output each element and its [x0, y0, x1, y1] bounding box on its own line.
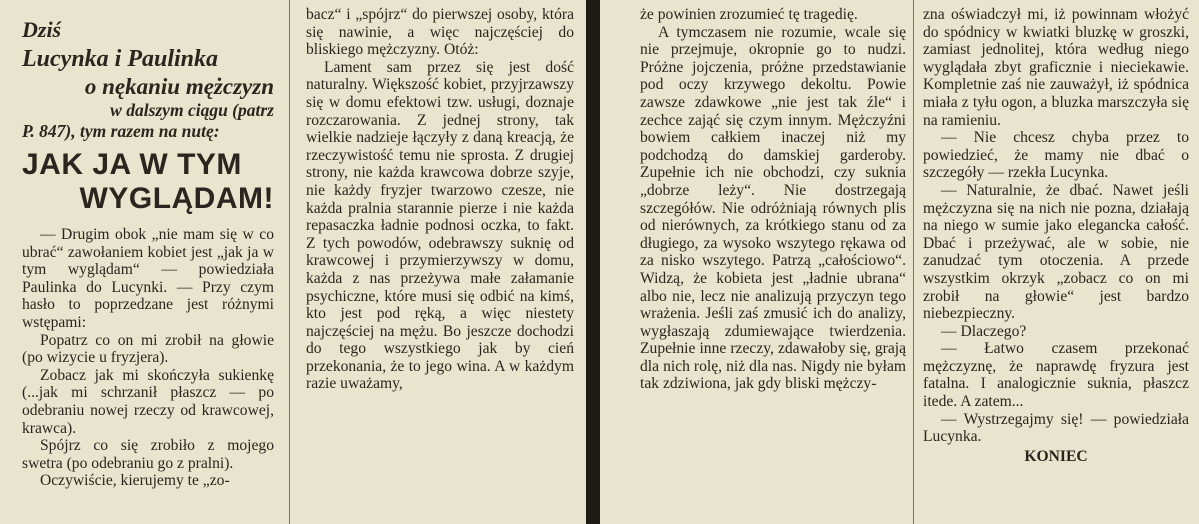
paragraph: Zobacz jak mi skończyła sukienkę (...jak mi schrzanił płaszcz — po odebraniu nowej rzeczy od krawcowej, krawca).	[22, 366, 274, 437]
intro-line-4: w dalszym ciągu (patrz	[110, 100, 274, 120]
page-gutter	[586, 0, 600, 524]
paragraph: — Naturalnie, że dbać. Nawet jeśli mężczyzna się na nich nie pozna, działają na niego w sumie jako elegancka całość. Dbać i przeżywać, ale w sobie, nie zanudzać tym otoczenia. A przede wszystkim okrzyk „zobacz co on mi zrobił na głowie“ jest bardzo niebezpieczny.	[923, 181, 1189, 323]
paragraph: bacz“ i „spójrz“ do pierwszej osoby, która się nawinie, a więc najczęściej do bliskiego mężczyzny. Otóż:	[306, 6, 574, 59]
paragraph: Oczywiście, kierujemy te „zo-	[40, 472, 230, 490]
right-column-2	[923, 6, 1189, 465]
paragraph: zna oświadczył mi, iż powinnam włożyć do spódnicy w kwiatki bluzkę w groszki, zamiast jednolitej, która według niego wyglądała zbyt graficznie i nieciekawie. Kompletnie zaś nie zauważył, iż spódnica miała z tyłu ogon, a bluzka marszczyła się na ramieniu.	[923, 6, 1189, 129]
paragraph: — Drugim obok „nie mam się w co ubrać“ zawołaniem kobiet jest „jak ja w tym wyglądam“ — powiedziała Paulinka do Lucynki. — Przy czym hasło to poprzedzane jest różnymi wstępami:	[22, 226, 274, 331]
column-divider	[289, 0, 290, 524]
intro-line-2: Lucynka i Paulinka	[22, 46, 219, 72]
left-column-2	[306, 6, 574, 393]
paragraph: że powinien zrozumieć tę tragedię.	[640, 6, 858, 23]
paragraph: Spójrz co się zrobiło z mojego swetra (po odebraniu go z pralni).	[22, 437, 274, 472]
paragraph: — Nie chcesz chyba przez to powiedzieć, że mamy nie dbać o szczegóły — rzekła Lucynka.	[923, 129, 1189, 182]
article-end-marker: KONIEC	[1024, 447, 1088, 465]
intro-line-5: P. 847), tym razem na nutę:	[22, 121, 220, 141]
paragraph: Lament sam przez się jest dość naturalny. Większość kobiet, przyjrzawszy się w domu efektowi tzw. usługi, doznaje rozczarowania. Z jednej strony, tak wielkie nadzieje łączyły z daną kreacją, że rzeczywistość temu nie sprosta. Z drugiej strony, nie każda krawcowa dobrze szyje, nie każdy fryzjer twarzowo czesze, nie każda pralnia starannie pierze i nie każda repasaczka ładnie podnosi oczka, to fakt. Z tych powodów, odebrawszy suknię od krawcowej i przymierzywszy w domu, każda z nas przeżywa małe załamanie psychiczne, które musi się odbić na kimś, kto jest pod ręką, a więc niestety najczęściej na mężu. Bo jeszcze dochodzi do tego wszystkiego jak by cień przekonania, że to jego wina. A w każdym razie uważamy,	[306, 58, 574, 393]
paragraph: — Wystrzegajmy się! — powiedziała Lucynka.	[923, 410, 1189, 446]
intro-line-3: o nękaniu mężczyzn	[84, 74, 274, 99]
left-page	[0, 0, 586, 524]
paragraph: — Łatwo czasem przekonać mężczyznę, że naprawdę fryzura jest fatalna. I analogicznie suknia, płaszcz itede. A zatem...	[923, 340, 1189, 411]
paragraph: A tymczasem nie rozumie, wcale się nie przejmuje, okropnie go to nudzi. Próżne jojczenia, próżne przedstawianie pod oczy krzywego dekoltu. Powie zawsze zdawkowe „nie jest tak źle“ i zechce zająć się czym innym. Mężczyźni bowiem całkiem inaczej niż my podchodzą do damskiej garderoby. Zupełnie ich nie obchodzi, czy suknia „dobrze leży“. Nie dostrzegają szczegółów. Nie odróżniają równych plis od nierównych, za krótkiego stanu od za długiego, za wysoko wszytego rękawa od za nisko wszytego. Patrzą „całościowo“. Widzą, że kobieta jest „ładnie ubrana“ albo nie, lecz nie analizują przyczyn tego wrażenia. Jeśli zaś zmusić ich do analizy, wygłaszają zdumiewające twierdzenia. Zupełnie inne rzeczy, zdawałoby się, grają dla nich rolę, niż dla nas. Nigdy nie byłam tak zdziwiona, jak gdy bliski mężczy-	[640, 23, 906, 393]
article-title-line-1: JAK JA W TYM	[22, 148, 242, 181]
paragraph: Popatrz co on mi zrobił na głowie (po wizycie u fryzjera).	[22, 331, 274, 367]
paragraph: — Dlaczego?	[941, 322, 1027, 340]
left-column-1	[22, 6, 274, 490]
article-title-line-2: WYGLĄDAM!	[79, 182, 274, 215]
column-divider	[913, 0, 914, 524]
intro-line-1: Dziś	[22, 17, 62, 42]
right-column-1	[640, 6, 906, 393]
right-page	[600, 0, 1199, 524]
